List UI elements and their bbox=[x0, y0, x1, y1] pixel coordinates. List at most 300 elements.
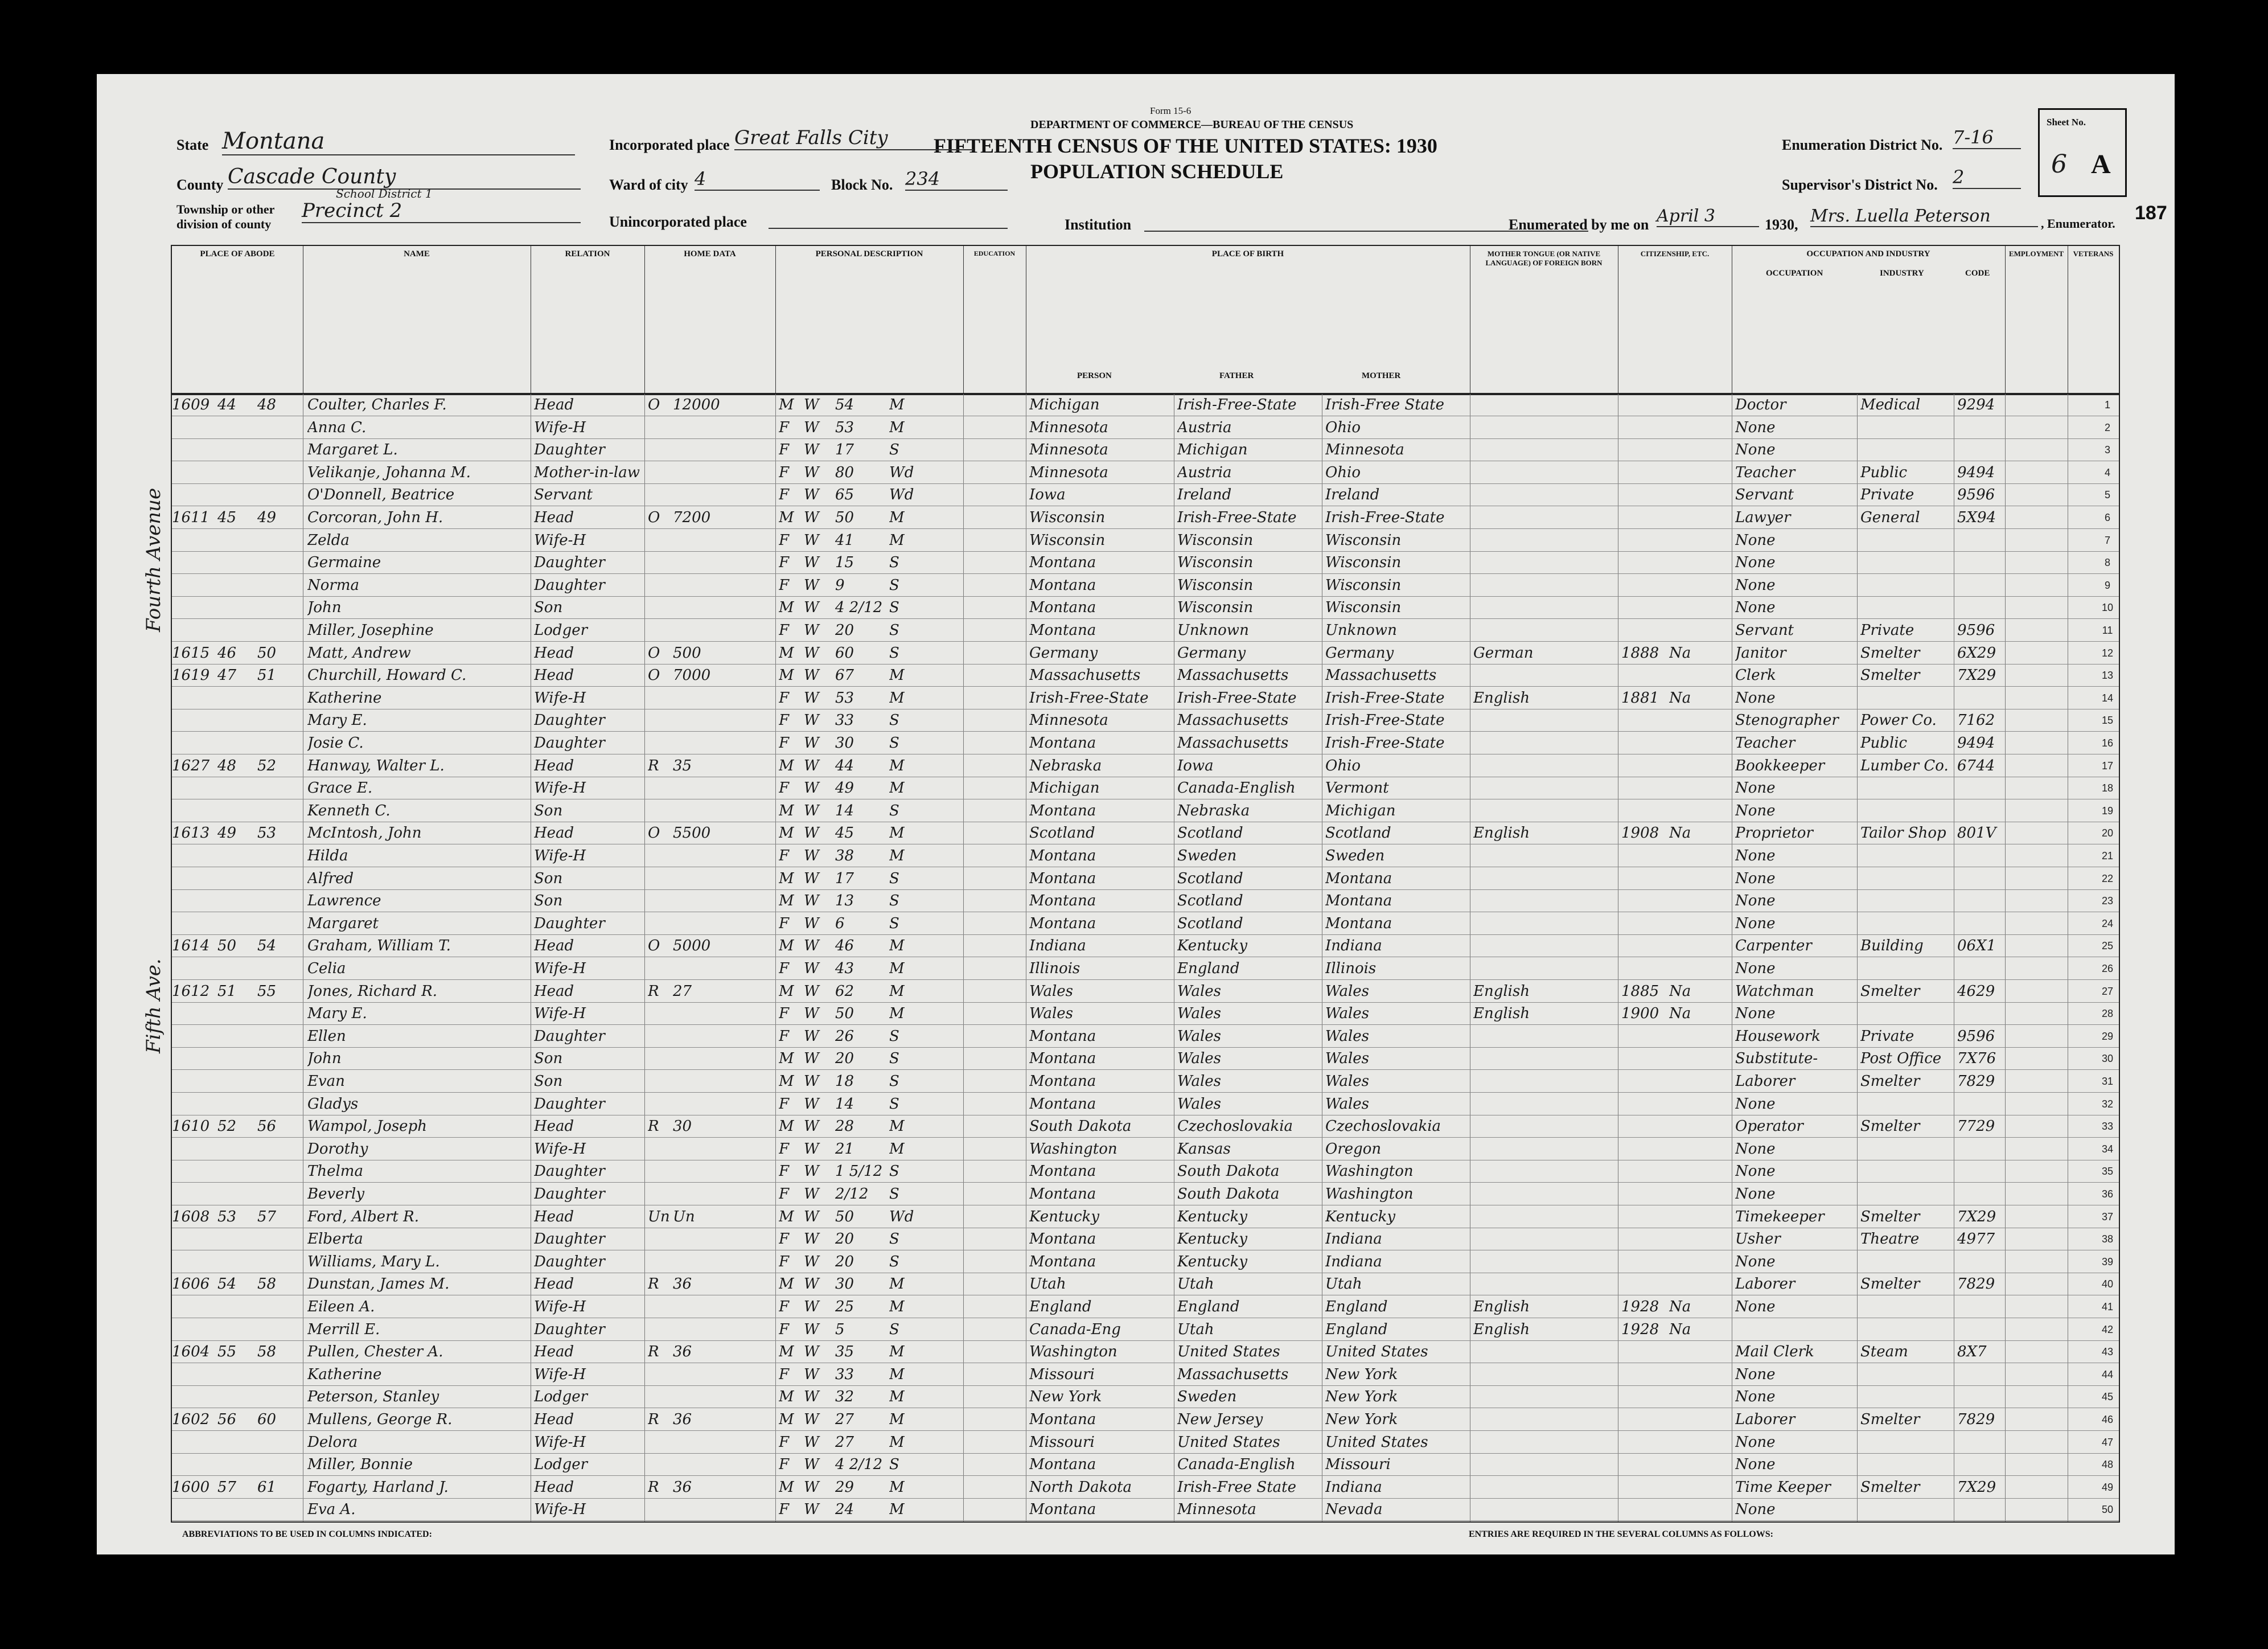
cell-race: W bbox=[804, 1095, 819, 1113]
cell-code: 9596 bbox=[1957, 486, 1995, 504]
cell-age: 13 bbox=[835, 892, 854, 910]
cell-mother-bp: Ohio bbox=[1325, 463, 1361, 481]
birth-person-head: PERSON bbox=[1077, 371, 1112, 380]
cell-family bbox=[257, 484, 303, 506]
cell-immig: 1885 bbox=[1621, 982, 1659, 1000]
cell-citizen bbox=[1669, 845, 1703, 867]
table-row bbox=[172, 394, 2119, 416]
cell-relation: Daughter bbox=[534, 1230, 605, 1248]
cell-citizen bbox=[1669, 935, 1703, 957]
cell-race: W bbox=[804, 463, 819, 481]
state-value: Montana bbox=[222, 128, 575, 155]
cell-family bbox=[257, 620, 303, 641]
cell-father-bp: Massachusetts bbox=[1177, 712, 1289, 729]
cell-family bbox=[257, 1251, 303, 1273]
cell-father-bp: Wales bbox=[1177, 982, 1222, 1000]
cell-race: W bbox=[804, 1275, 819, 1293]
table-row bbox=[172, 732, 2119, 754]
cell-occupation: Servant bbox=[1735, 486, 1794, 504]
cell-person-bp: North Dakota bbox=[1029, 1478, 1132, 1496]
cell-immig: 1928 bbox=[1621, 1298, 1659, 1315]
line-number: 8 bbox=[2104, 557, 2110, 569]
cell-marital: M bbox=[889, 982, 905, 1000]
cell-family: 51 bbox=[257, 667, 277, 684]
cell-name: Alfred bbox=[307, 869, 354, 887]
cell-dwelling: 52 bbox=[217, 1118, 237, 1135]
enumerator-name: Mrs. Luella Peterson bbox=[1810, 206, 2038, 227]
cell-person-bp: South Dakota bbox=[1029, 1118, 1132, 1135]
line-number: 2 bbox=[2104, 421, 2110, 433]
cell-tenure bbox=[648, 709, 671, 731]
cell-sex: F bbox=[779, 576, 790, 594]
cell-occupation: Stenographer bbox=[1735, 712, 1839, 729]
line-number: 20 bbox=[2101, 827, 2114, 839]
cell-occupation: None bbox=[1735, 1456, 1776, 1474]
col-mother-tongue: MOTHER TONGUE (OR NATIVE LANGUAGE) OF FOREIGN BORN bbox=[1470, 246, 1618, 394]
cell-mother-bp: Ireland bbox=[1325, 486, 1380, 504]
cell-industry: Public bbox=[1860, 735, 1908, 752]
line-number: 4 bbox=[2104, 466, 2110, 478]
cell-mother-bp: Illinois bbox=[1325, 960, 1377, 977]
cell-person-bp: England bbox=[1029, 1298, 1092, 1315]
cell-marital: S bbox=[889, 1456, 899, 1474]
cell-occupation: None bbox=[1735, 1005, 1776, 1023]
cell-tenure bbox=[648, 913, 671, 934]
cell-tongue: English bbox=[1473, 1298, 1530, 1315]
cell-father-bp: Irish-Free-State bbox=[1177, 396, 1297, 413]
col-home-data: HOME DATA bbox=[644, 246, 776, 394]
cell-name: Mary E. bbox=[307, 712, 367, 729]
cell-sex: F bbox=[779, 1320, 790, 1338]
cell-person-bp: Montana bbox=[1029, 1230, 1096, 1248]
cell-immig bbox=[1621, 1228, 1667, 1250]
cell-value bbox=[673, 958, 736, 979]
line-number: 35 bbox=[2101, 1166, 2114, 1178]
cell-age: 54 bbox=[835, 396, 854, 413]
line-number: 30 bbox=[2101, 1053, 2114, 1065]
cell-citizen bbox=[1669, 552, 1703, 573]
cell-house bbox=[172, 868, 217, 889]
cell-person-bp: Montana bbox=[1029, 554, 1096, 572]
cell-occupation: None bbox=[1735, 960, 1776, 977]
table-row bbox=[172, 958, 2119, 980]
cell-immig bbox=[1621, 1160, 1667, 1182]
cell-name: Miller, Josephine bbox=[307, 622, 434, 639]
cell-tenure bbox=[648, 777, 671, 799]
cell-relation: Head bbox=[534, 937, 574, 955]
cell-person-bp: Montana bbox=[1029, 1456, 1096, 1474]
cell-person-bp: Wales bbox=[1029, 982, 1074, 1000]
cell-immig bbox=[1621, 597, 1667, 618]
cell-code: 6744 bbox=[1957, 757, 1995, 774]
cell-person-bp: Washington bbox=[1029, 1140, 1117, 1158]
cell-relation: Wife-H bbox=[534, 1433, 586, 1451]
table-row bbox=[172, 1431, 2119, 1454]
cell-value bbox=[673, 1296, 736, 1318]
cell-marital: M bbox=[889, 689, 905, 707]
cell-age: 32 bbox=[835, 1388, 854, 1406]
cell-dwelling: 48 bbox=[217, 757, 237, 774]
cell-name: Elberta bbox=[307, 1230, 363, 1248]
cell-code bbox=[1957, 1138, 2005, 1160]
cell-dwelling bbox=[217, 1138, 257, 1160]
enumerated-year: 1930, bbox=[1765, 216, 1798, 233]
table-row bbox=[172, 1115, 2119, 1138]
abbreviations-title: ABBREVIATIONS TO BE USED IN COLUMNS INDICATED: bbox=[182, 1529, 432, 1539]
cell-house bbox=[172, 597, 217, 618]
cell-race: W bbox=[804, 802, 819, 819]
cell-tongue bbox=[1473, 868, 1553, 889]
cell-tenure bbox=[648, 732, 671, 754]
cell-name: Eileen A. bbox=[307, 1298, 375, 1315]
table-row bbox=[172, 507, 2119, 529]
cell-relation: Wife-H bbox=[534, 1005, 586, 1023]
cell-race: W bbox=[804, 509, 819, 526]
cell-relation: Daughter bbox=[534, 914, 605, 932]
cell-house: 1606 bbox=[172, 1275, 210, 1293]
cell-industry: Smelter bbox=[1860, 1275, 1920, 1293]
cell-occupation: None bbox=[1735, 1298, 1776, 1315]
cell-marital: S bbox=[889, 1163, 899, 1180]
cell-name: Margaret bbox=[307, 914, 379, 932]
cell-value: 36 bbox=[673, 1411, 692, 1428]
cell-house bbox=[172, 913, 217, 934]
cell-name: Hanway, Walter L. bbox=[307, 757, 445, 774]
cell-tenure bbox=[648, 1048, 671, 1069]
cell-sex: M bbox=[779, 1343, 794, 1361]
cell-marital: M bbox=[889, 1388, 905, 1406]
cell-dwelling: 57 bbox=[217, 1478, 237, 1496]
col-place-of-abode: PLACE OF ABODE bbox=[172, 246, 303, 394]
table-row bbox=[172, 1251, 2119, 1273]
cell-family: 54 bbox=[257, 937, 277, 955]
cell-immig bbox=[1621, 1431, 1667, 1453]
cell-person-bp: Montana bbox=[1029, 802, 1096, 819]
cell-tenure bbox=[648, 462, 671, 483]
cell-age: 20 bbox=[835, 1253, 854, 1270]
cell-dwelling bbox=[217, 530, 257, 551]
cell-house bbox=[172, 1183, 217, 1205]
cell-dwelling bbox=[217, 1070, 257, 1092]
cell-dwelling bbox=[217, 845, 257, 867]
cell-race: W bbox=[804, 1230, 819, 1248]
cell-name: Celia bbox=[307, 960, 346, 977]
cell-marital: S bbox=[889, 576, 899, 594]
cell-tongue: English bbox=[1473, 824, 1530, 842]
cell-marital: M bbox=[889, 1140, 905, 1158]
cell-code: 801V bbox=[1957, 824, 1996, 842]
cell-code: 9596 bbox=[1957, 622, 1995, 639]
table-row bbox=[172, 530, 2119, 552]
cell-race: W bbox=[804, 960, 819, 977]
cell-dwelling: 45 bbox=[217, 509, 237, 526]
cell-house bbox=[172, 1160, 217, 1182]
cell-house bbox=[172, 1454, 217, 1475]
cell-family bbox=[257, 1386, 303, 1408]
cell-industry: Lumber Co. bbox=[1860, 757, 1949, 774]
line-number: 26 bbox=[2101, 963, 2114, 974]
cell-immig bbox=[1621, 1386, 1667, 1408]
cell-mother-bp: United States bbox=[1325, 1343, 1428, 1361]
cell-immig bbox=[1621, 1206, 1667, 1228]
cell-immig bbox=[1621, 620, 1667, 641]
cell-marital: M bbox=[889, 396, 905, 413]
cell-citizen bbox=[1669, 597, 1703, 618]
cell-person-bp: Montana bbox=[1029, 1095, 1096, 1113]
cell-relation: Daughter bbox=[534, 1320, 605, 1338]
cell-industry bbox=[1860, 1251, 1954, 1273]
cell-immig: 1881 bbox=[1621, 689, 1659, 707]
cell-family bbox=[257, 958, 303, 979]
line-number: 47 bbox=[2101, 1436, 2114, 1448]
cell-occupation: None bbox=[1735, 531, 1776, 549]
cell-relation: Head bbox=[534, 1411, 574, 1428]
cell-family: 49 bbox=[257, 509, 277, 526]
cell-industry: Private bbox=[1860, 622, 1914, 639]
table-row bbox=[172, 1206, 2119, 1228]
cell-family bbox=[257, 1138, 303, 1160]
cell-value bbox=[673, 1228, 736, 1250]
cell-dwelling: 55 bbox=[217, 1343, 237, 1361]
cell-relation: Wife-H bbox=[534, 1298, 586, 1315]
cell-marital: M bbox=[889, 1343, 905, 1361]
cell-father-bp: Irish-Free State bbox=[1177, 1478, 1296, 1496]
cell-value: 5500 bbox=[673, 824, 711, 842]
cell-dwelling: 50 bbox=[217, 937, 237, 955]
cell-dwelling bbox=[217, 1499, 257, 1520]
cell-name: Mullens, George R. bbox=[307, 1411, 453, 1428]
cell-industry bbox=[1860, 777, 1954, 799]
cell-tenure: R bbox=[648, 1411, 659, 1428]
census-sheet bbox=[97, 74, 2175, 1554]
cell-family bbox=[257, 417, 303, 438]
cell-tongue bbox=[1473, 530, 1553, 551]
cell-citizen bbox=[1669, 575, 1703, 596]
cell-code bbox=[1957, 1454, 2005, 1475]
cell-value bbox=[673, 687, 736, 709]
cell-tongue bbox=[1473, 1431, 1553, 1453]
cell-immig: 1908 bbox=[1621, 824, 1659, 842]
cell-occupation: Servant bbox=[1735, 622, 1794, 639]
cell-race: W bbox=[804, 576, 819, 594]
table-row bbox=[172, 1026, 2119, 1048]
cell-family bbox=[257, 1160, 303, 1182]
cell-citizen bbox=[1669, 1251, 1703, 1273]
cell-race: W bbox=[804, 937, 819, 955]
cell-name: John bbox=[307, 599, 342, 617]
cell-family bbox=[257, 597, 303, 618]
cell-name: Mary E. bbox=[307, 1005, 367, 1023]
cell-name: Ellen bbox=[307, 1027, 346, 1045]
cell-marital: M bbox=[889, 1298, 905, 1315]
cell-tenure: O bbox=[648, 644, 660, 662]
cell-person-bp: Germany bbox=[1029, 644, 1098, 662]
cell-age: 4 2/12 bbox=[835, 599, 883, 617]
cell-immig bbox=[1621, 1409, 1667, 1430]
line-number: 49 bbox=[2101, 1481, 2114, 1493]
cell-house bbox=[172, 1386, 217, 1408]
cell-house bbox=[172, 1070, 217, 1092]
cell-industry: Smelter bbox=[1860, 1478, 1920, 1496]
cell-immig bbox=[1621, 1048, 1667, 1069]
cell-tongue bbox=[1473, 958, 1553, 979]
cell-industry: Smelter bbox=[1860, 1208, 1920, 1225]
cell-citizen: Na bbox=[1669, 1320, 1691, 1338]
cell-marital: S bbox=[889, 599, 899, 617]
cell-tongue bbox=[1473, 800, 1553, 822]
cell-race: W bbox=[804, 757, 819, 774]
cell-person-bp: Wisconsin bbox=[1029, 509, 1106, 526]
cell-person-bp: Michigan bbox=[1029, 396, 1100, 413]
cell-tenure bbox=[648, 958, 671, 979]
cell-value bbox=[673, 484, 736, 506]
cell-value bbox=[673, 1138, 736, 1160]
cell-industry bbox=[1860, 958, 1954, 979]
table-row bbox=[172, 913, 2119, 935]
cell-mother-bp: Wisconsin bbox=[1325, 599, 1402, 617]
cell-mother-bp: Indiana bbox=[1325, 937, 1382, 955]
cell-sex: M bbox=[779, 1208, 794, 1225]
cell-occupation: None bbox=[1735, 1163, 1776, 1180]
cell-citizen bbox=[1669, 1273, 1703, 1295]
table-row bbox=[172, 981, 2119, 1003]
cell-immig bbox=[1621, 1093, 1667, 1115]
cell-sex: F bbox=[779, 1163, 790, 1180]
cell-father-bp: Austria bbox=[1177, 463, 1232, 481]
cell-house: 1608 bbox=[172, 1208, 210, 1225]
cell-mother-bp: Indiana bbox=[1325, 1253, 1382, 1270]
cell-dwelling bbox=[217, 1183, 257, 1205]
table-row bbox=[172, 1093, 2119, 1115]
cell-relation: Daughter bbox=[534, 441, 605, 459]
cell-relation: Daughter bbox=[534, 712, 605, 729]
cell-sex: F bbox=[779, 1253, 790, 1270]
cell-occupation: None bbox=[1735, 1186, 1776, 1203]
cell-age: 33 bbox=[835, 712, 854, 729]
cell-citizen: Na bbox=[1669, 824, 1691, 842]
cell-sex: F bbox=[779, 486, 790, 504]
cell-tenure bbox=[648, 687, 671, 709]
cell-occupation: None bbox=[1735, 780, 1776, 797]
cell-name: Gladys bbox=[307, 1095, 359, 1113]
cell-immig bbox=[1621, 417, 1667, 438]
cell-sex: F bbox=[779, 1298, 790, 1315]
cell-marital: M bbox=[889, 419, 905, 436]
cell-tongue bbox=[1473, 462, 1553, 483]
cell-immig bbox=[1621, 709, 1667, 731]
cell-mother-bp: Indiana bbox=[1325, 1230, 1382, 1248]
cell-citizen bbox=[1669, 958, 1703, 979]
cell-immig: 1888 bbox=[1621, 644, 1659, 662]
cell-industry bbox=[1860, 845, 1954, 867]
cell-age: 33 bbox=[835, 1365, 854, 1383]
line-number: 50 bbox=[2101, 1504, 2114, 1516]
cell-code: 7829 bbox=[1957, 1275, 1995, 1293]
cell-tongue bbox=[1473, 935, 1553, 957]
cell-person-bp: Montana bbox=[1029, 1050, 1096, 1068]
cell-relation: Son bbox=[534, 599, 563, 617]
cell-marital: M bbox=[889, 780, 905, 797]
cell-occupation: None bbox=[1735, 847, 1776, 864]
cell-citizen bbox=[1669, 462, 1703, 483]
cell-person-bp: Montana bbox=[1029, 847, 1096, 864]
cell-tenure bbox=[648, 1228, 671, 1250]
institution-label: Institution bbox=[1065, 216, 1132, 233]
cell-code bbox=[1957, 913, 2005, 934]
cell-house bbox=[172, 620, 217, 641]
cell-race: W bbox=[804, 1253, 819, 1270]
cell-industry bbox=[1860, 890, 1954, 912]
cell-relation: Head bbox=[534, 396, 574, 413]
cell-age: 6 bbox=[835, 914, 845, 932]
cell-value: 7000 bbox=[673, 667, 711, 684]
unincorporated-line bbox=[769, 228, 1008, 229]
cell-family bbox=[257, 845, 303, 867]
cell-tongue bbox=[1473, 1251, 1553, 1273]
cell-name: Ford, Albert R. bbox=[307, 1208, 419, 1225]
cell-mother-bp: Minnesota bbox=[1325, 441, 1404, 459]
table-row bbox=[172, 1454, 2119, 1476]
cell-family bbox=[257, 530, 303, 551]
cell-house bbox=[172, 709, 217, 731]
cell-industry: Power Co. bbox=[1860, 712, 1937, 729]
cell-mother-bp: Michigan bbox=[1325, 802, 1396, 819]
cell-name: Eva A. bbox=[307, 1501, 356, 1519]
cell-relation: Son bbox=[534, 1050, 563, 1068]
cell-industry bbox=[1860, 1319, 1954, 1340]
cell-marital: M bbox=[889, 960, 905, 977]
cell-industry: Smelter bbox=[1860, 667, 1920, 684]
cell-sex: M bbox=[779, 869, 794, 887]
cell-dwelling bbox=[217, 1048, 257, 1069]
schedule-title: POPULATION SCHEDULE bbox=[1030, 160, 1284, 183]
cell-sex: F bbox=[779, 780, 790, 797]
cell-race: W bbox=[804, 735, 819, 752]
cell-value bbox=[673, 777, 736, 799]
line-number: 22 bbox=[2101, 872, 2114, 884]
sheet-number-box bbox=[2038, 108, 2127, 197]
cell-race: W bbox=[804, 1027, 819, 1045]
cell-race: W bbox=[804, 1343, 819, 1361]
cell-code: 4977 bbox=[1957, 1230, 1995, 1248]
line-number: 45 bbox=[2101, 1391, 2114, 1403]
cell-sex: F bbox=[779, 1027, 790, 1045]
table-row bbox=[172, 1364, 2119, 1386]
supervisor-label: Supervisor's District No. bbox=[1782, 177, 1938, 193]
cell-industry: Medical bbox=[1860, 396, 1921, 413]
cell-tenure bbox=[648, 439, 671, 461]
cell-tongue bbox=[1473, 1115, 1553, 1137]
cell-tenure: O bbox=[648, 937, 660, 955]
cell-immig bbox=[1621, 1026, 1667, 1047]
table-row bbox=[172, 687, 2119, 709]
cell-tenure bbox=[648, 1454, 671, 1475]
line-number: 24 bbox=[2101, 917, 2114, 929]
form-number: Form 15-6 bbox=[1150, 105, 1191, 116]
cell-mother-bp: England bbox=[1325, 1320, 1388, 1338]
cell-family bbox=[257, 462, 303, 483]
cell-occupation: None bbox=[1735, 1095, 1776, 1113]
cell-industry bbox=[1860, 530, 1954, 551]
cell-family bbox=[257, 575, 303, 596]
cell-tongue bbox=[1473, 1183, 1553, 1205]
cell-value bbox=[673, 1364, 736, 1385]
cell-tongue bbox=[1473, 1499, 1553, 1520]
cell-immig bbox=[1621, 439, 1667, 461]
table-row bbox=[172, 484, 2119, 506]
cell-person-bp: Nebraska bbox=[1029, 757, 1102, 774]
cell-occupation: None bbox=[1735, 869, 1776, 887]
